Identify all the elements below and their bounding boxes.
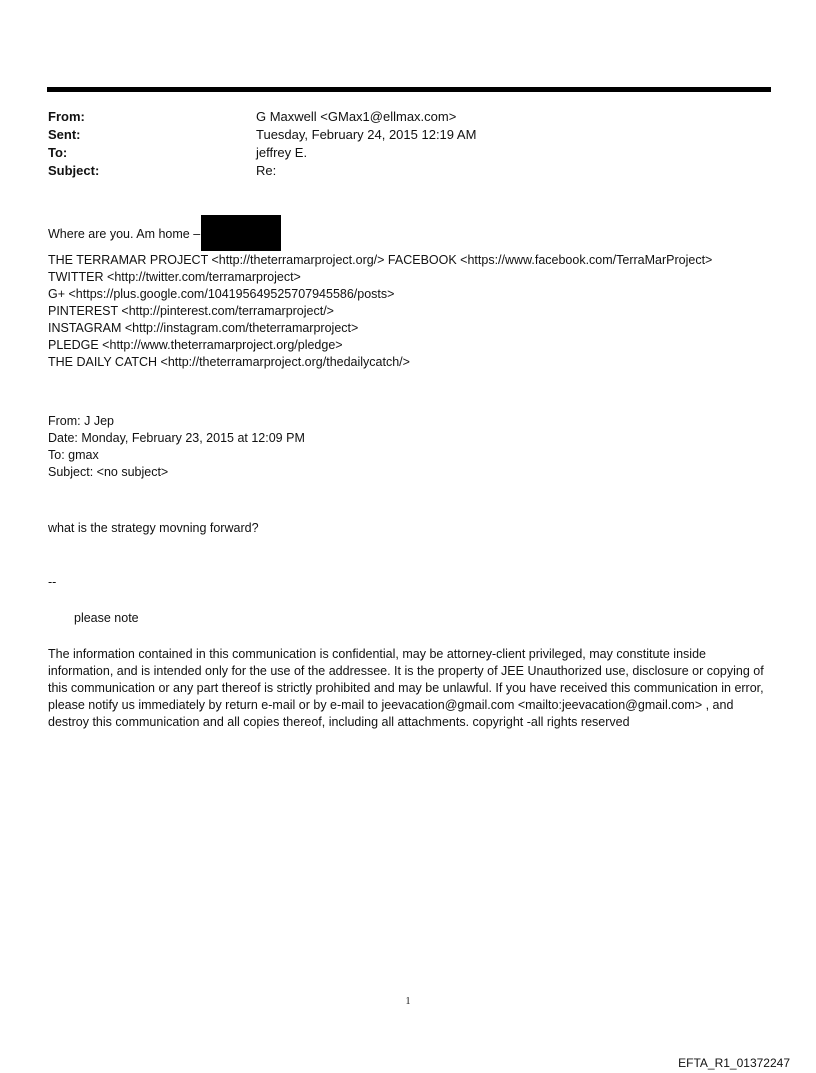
quoted-date: Date: Monday, February 23, 2015 at 12:09 PM bbox=[48, 431, 305, 445]
quoted-to: To: gmax bbox=[48, 448, 99, 462]
separator: -- bbox=[48, 575, 57, 589]
disclaimer: The information contained in this communication is confidential, may be attorney-client privileged, may constitute inside information, and is intended only for the use of the addressee. It is the property of JEE Unauthorized use, disclosure or copying of this communication or any part thereof is strictly prohibited and may be unlawful. If you have received this communication in error, please notify us immediately by return e-mail or by e-mail to jeevacation@gmail.com <mailto:jeevacation@gmail.com> , and destroy this communication and all copies thereof, including all attachments. copyright -all rights reserved bbox=[48, 647, 764, 729]
to-label: To: bbox=[48, 145, 68, 160]
page-number: 1 bbox=[405, 996, 411, 1007]
please-note: please note bbox=[74, 611, 139, 625]
header-rule bbox=[47, 87, 771, 92]
signature-block bbox=[48, 252, 773, 371]
to-row bbox=[48, 144, 768, 162]
quoted-header bbox=[48, 413, 773, 481]
signature-line: THE DAILY CATCH <http://theterramarproject.org/thedailycatch/> bbox=[48, 355, 410, 369]
sent-row bbox=[48, 126, 768, 144]
from-row bbox=[48, 108, 768, 126]
quoted-from: From: J Jep bbox=[48, 414, 114, 428]
from-label: From: bbox=[48, 109, 85, 124]
signature-line: PINTEREST <http://pinterest.com/terramarproject/> bbox=[48, 304, 334, 318]
from-value: G Maxwell <GMax1@ellmax.com> bbox=[256, 109, 457, 124]
quoted-subject: Subject: <no subject> bbox=[48, 465, 169, 479]
signature-line: THE TERRAMAR PROJECT <http://theterramarproject.org/> FACEBOOK <https://www.facebook.com/TerraMarProject> bbox=[48, 253, 713, 267]
email-header bbox=[48, 108, 768, 180]
redaction-box bbox=[201, 215, 281, 251]
subject-value: Re: bbox=[256, 163, 277, 178]
signature-line: INSTAGRAM <http://instagram.com/theterramarproject> bbox=[48, 321, 359, 335]
signature-line: TWITTER <http://twitter.com/terramarproject> bbox=[48, 270, 301, 284]
to-value: jeffrey E. bbox=[256, 145, 308, 160]
sent-value: Tuesday, February 24, 2015 12:19 AM bbox=[256, 127, 477, 142]
subject-row bbox=[48, 162, 768, 180]
document-id: EFTA_R1_01372247 bbox=[678, 1056, 790, 1070]
subject-label: Subject: bbox=[48, 163, 100, 178]
quoted-body: what is the strategy movning forward? bbox=[48, 521, 259, 535]
signature-line: G+ <https://plus.google.com/104195649525707945586/posts> bbox=[48, 287, 395, 301]
reply-text bbox=[48, 215, 773, 251]
reply-line: Where are you. Am home – bbox=[48, 227, 201, 241]
sent-label: Sent: bbox=[48, 127, 81, 142]
signature-line: PLEDGE <http://www.theterramarproject.org/pledge> bbox=[48, 338, 343, 352]
